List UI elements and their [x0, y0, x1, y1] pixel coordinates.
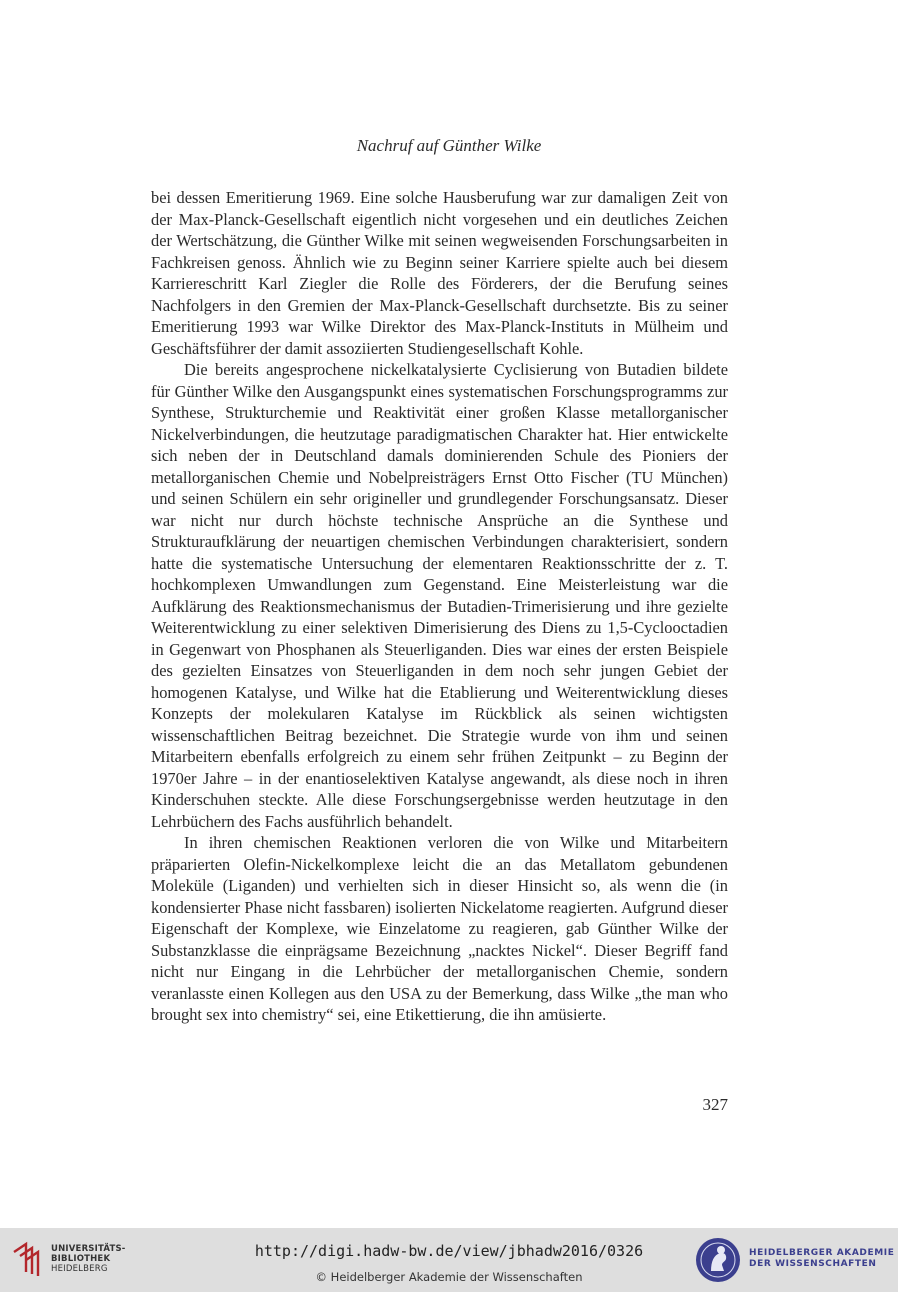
permalink-url[interactable]: http://digi.hadw-bw.de/view/jbhadw2016/0326 [254, 1242, 644, 1260]
ub-logo-text: UNIVERSITÄTS- BIBLIOTHEK HEIDELBERG [51, 1244, 126, 1274]
footer-bar [0, 1228, 898, 1292]
copyright-notice: © Heidelberger Akademie der Wissenschaften [315, 1270, 583, 1284]
page-number: 327 [702, 1095, 728, 1114]
body-text [151, 187, 728, 1026]
academy-logo-text: HEIDELBERGER AKADEMIE DER WISSENSCHAFTEN [749, 1248, 895, 1269]
academy-logo[interactable] [694, 1235, 894, 1287]
paragraph-1: bei dessen Emeritierung 1969. Eine solche Hausberufung war zur damaligen Zeit von der Max-Planck-Gesellschaft eigentlich nicht vorgesehen und ein deutliches Zeichen der Wertschätzung, die Günther Wilke mit seinen wegweisenden Forschungsarbeiten in Fachkreisen genoss. Ähnlich wie zu Beginn seiner Karriere spielte auch bei diesem Karriereschritt Karl Ziegler die Rolle des Förderers, der die Berufung seines Nachfolgers in den Gremien der Max-Planck-Gesellschaft durchsetzte. Bis zu seiner Emeritierung 1993 war Wilke Direktor des Max-Planck-Instituts in Mülheim und Geschäftsführer der damit assoziierten Studiengesellschaft Kohle. [151, 188, 728, 358]
academy-seal-icon [694, 1235, 742, 1285]
paragraph-3: In ihren chemischen Reaktionen verloren die von Wilke und Mitarbeitern präparierten Olefin-Nickelkomplexe leicht die an das Metallatom gebundenen Moleküle (Liganden) und verhielten sich in dieser Hinsicht so, als wenn die (in kondensierter Phase nicht fassbaren) isolierten Nickelatome reagierten. Aufgrund dieser Eigenschaft der Komplexe, wie Einzelatome zu reagieren, gab Günther Wilke der Substanzklasse die einprägsame Bezeichnung „nacktes Nickel“. Dieser Begriff fand nicht nur Eingang in die Lehrbücher der metallorganischen Chemie, sondern veranlasste einen Kollegen aus den USA zu der Bemerkung, dass Wilke „the man who brought sex into chemistry“ sei, eine Etikettierung, die ihn amüsierte. [151, 833, 728, 1024]
paragraph-2: Die bereits angesprochene nickelkatalysierte Cyclisierung von Butadien bildete für Günther Wilke den Ausgangspunkt eines systematischen Forschungsprogramms zur Synthese, Strukturchemie und Reaktivität einer großen Klasse metallorganischer Nickelverbindungen, die heutzutage paradigmatischen Charakter hat. Hier entwickelte sich neben der in Deutschland damals dominierenden Schule des Pioniers der metallorganischen Chemie und Nobelpreisträgers Ernst Otto Fischer (TU München) und seinen Schülern ein sehr origineller und grundlegender Forschungsansatz. Dieser war nicht nur durch höchste technische Ansprüche an die Synthese und Strukturaufklärung der neuartigen chemischen Verbindungen charakterisiert, sondern hatte die systematische Untersuchung der elementaren Reaktionsschritte der z. T. hochkomplexen Umwandlungen zum Gegenstand. Eine Meisterleistung war die Aufklärung des Reaktionsmechanismus der Butadien-Trimerisierung und ihre gezielte Weiterentwicklung zu einer selektiven Dimerisierung des Diens zu 1,5-Cyclooctadien in Gegenwart von Phosphanen als Steuerliganden. Dies war eines der ersten Beispiele des gezielten Einsatzes von Steuerliganden in dem noch sehr jungen Gebiet der homogenen Katalyse, und Wilke hat die Etablierung und Weiterentwicklung dieses Konzepts der molekularen Katalyse im Rückblick als seinen wichtigsten wissenschaftlichen Beitrag bezeichnet. Die Strategie wurde von ihm und seinen Mitarbeitern ebenfalls erfolgreich zu einem sehr frühen Zeitpunkt – zu Beginn der 1970er Jahre – in der enantioselektiven Katalyse angewandt, als diese noch in ihren Kinderschuhen steckte. Alle diese Forschungsergebnisse werden heutzutage in den Lehrbüchern des Fachs ausführlich behandelt. [151, 360, 728, 831]
running-head: Nachruf auf Günther Wilke [356, 136, 542, 155]
